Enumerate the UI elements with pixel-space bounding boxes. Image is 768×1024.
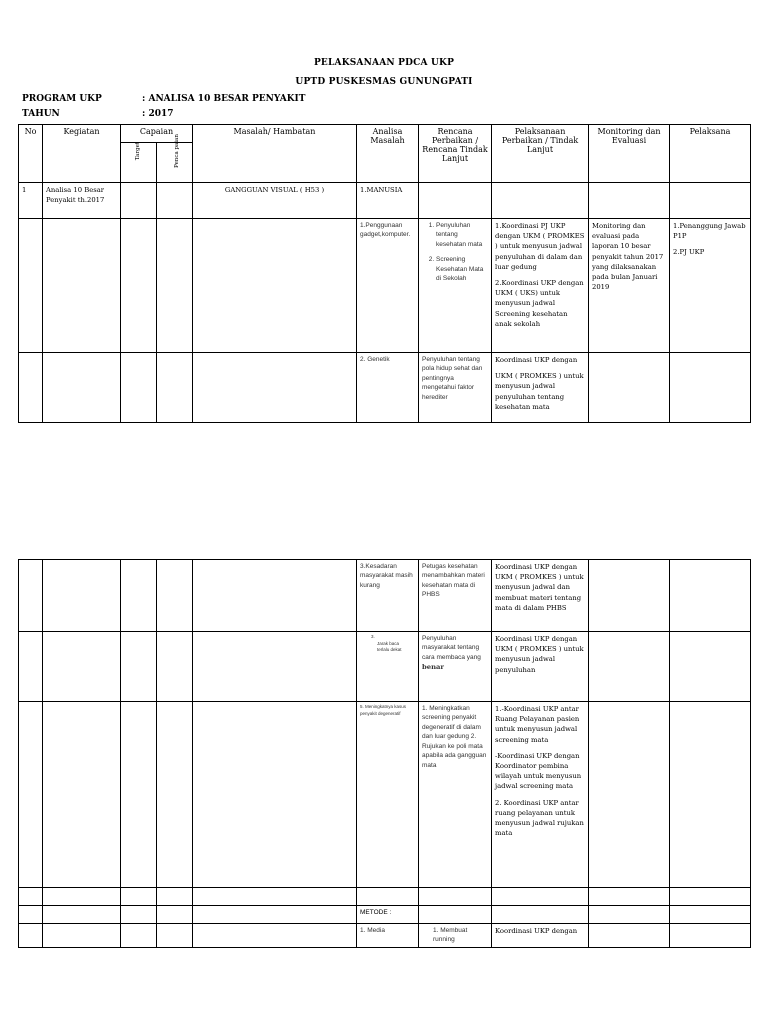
row-rencana: Petugas kesehatan menambahkan materi kesehatan mata di PHBS — [419, 560, 492, 632]
row-rencana: 1. Membuat running — [419, 924, 492, 948]
header-row — [19, 125, 751, 143]
program-label: PROGRAM UKP — [22, 94, 102, 104]
row-analisa: 3.Kesadaran masyarakat masih kurang — [357, 560, 419, 632]
col-kegiatan: Kegiatan — [43, 125, 121, 183]
row-monitoring: Monitoring dan evaluasi pada laporan 10 besar penyakit tahun 2017 yang dilaksanakan pada bulan Januari 2019 — [589, 219, 670, 353]
row-analisa: 5. Meningkatnya kasus penyakit degeneratif — [357, 702, 419, 888]
col-monitoring: Monitoring dan Evaluasi — [589, 125, 670, 183]
rencana-item: 1. Penyuluhan tentang kesehatan mata — [436, 221, 488, 249]
analisa-number: 3. — [371, 634, 375, 639]
document-subtitle: UPTD PUSKESMAS GUNUNGPATI — [295, 77, 473, 87]
rencana-item: 2. Screening Kesehatan Mata di Sekolah — [436, 255, 488, 283]
tahun-label: TAHUN — [22, 109, 60, 119]
pelaksanaan-item: 1.-Koordinasi UKP antar Ruang Pelayanan pasien untuk menyusun jadwal screening mata — [495, 705, 580, 744]
row-rencana: 1. Meningkatkan screening penyakit degeneratif di dalam dan luar gedung 2. Rujukan ke poli mata apabila ada gangguan mata — [419, 702, 492, 888]
pdca-table-2 — [18, 559, 751, 948]
table-row — [19, 702, 751, 888]
row-pelaksanaan: Koordinasi UKP dengan UKM ( PROMKES ) untuk menyusun jadwal dan membuat materi tentang mata di dalam PHBS — [492, 560, 589, 632]
col-no: No — [19, 125, 43, 183]
row-rencana-emphasis: benar — [422, 663, 445, 672]
pelaksana-item: 2.PJ UKP — [673, 248, 705, 257]
pdca-table-1 — [18, 124, 751, 423]
col-rencana: Rencana Perbaikan / Rencana Tindak Lanjut — [419, 125, 492, 183]
table-row — [19, 632, 751, 702]
table-row — [19, 888, 751, 906]
program-value: : ANALISA 10 BESAR PENYAKIT — [142, 94, 306, 104]
row-rencana: Penyuluhan masyarakat tentang cara membaca yang — [422, 635, 481, 661]
pelaksanaan-item: 1.Koordinasi PJ UKP dengan UKM ( PROMKES ) untuk menyusun jadwal penyuluhan di dalam dan luar gedung — [495, 222, 585, 271]
row-masalah: GANGGUAN VISUAL ( H53 ) — [193, 183, 357, 219]
table-row — [19, 924, 751, 948]
row-analisa: Jarak baca terlalu dekat — [377, 640, 402, 653]
table-row — [19, 353, 751, 423]
pelaksanaan-item: Koordinasi UKP dengan — [495, 356, 578, 364]
col-capaian: Capaian — [121, 125, 193, 143]
table-row — [19, 906, 751, 924]
row-rencana: Penyuluhan tentang pola hidup sehat dan pentingnya mengetahui faktor herediter — [419, 353, 492, 423]
row-metode: METODE : — [357, 906, 419, 924]
col-pelaksanaan: Pelaksanaan Perbaikan / Tindak Lanjut — [492, 125, 589, 183]
row-kegiatan: Analisa 10 Besar Penyakit th.2017 — [43, 183, 121, 219]
col-target: Target — [135, 141, 142, 161]
col-analisa: Analisa Masalah — [357, 125, 419, 183]
pelaksanaan-item: -Koordinasi UKP dengan Koordinator pembina wilayah untuk menyusun jadwal screening mata — [495, 751, 582, 791]
row-analisa: 1.MANUSIA — [357, 183, 419, 219]
row-no: 1 — [19, 183, 43, 219]
col-pencapaian: Penca paian — [173, 134, 180, 168]
row-analisa: 1.Penggunaan gadget,komputer. — [357, 219, 419, 353]
col-masalah: Masalah/ Hambatan — [193, 125, 357, 183]
row-pelaksanaan: Koordinasi UKP dengan UKM ( PROMKES ) untuk menyusun jadwal penyuluhan — [492, 632, 589, 702]
pelaksanaan-item: UKM ( PROMKES ) untuk menyusun jadwal penyuluhan tentang kesehatan mata — [495, 372, 584, 411]
row-analisa: 2. Genetik — [357, 353, 419, 423]
pelaksanaan-item: 2. Koordinasi UKP antar ruang pelayanan untuk menyusun jadwal rujukan mata — [495, 798, 584, 838]
document-title: PELAKSANAAN PDCA UKP — [313, 58, 455, 68]
pelaksanaan-item: 2.Koordinasi UKP dengan UKM ( UKS) untuk menyusun jadwal Screening kesehatan anak sekolah — [495, 278, 584, 328]
table-row — [19, 560, 751, 632]
table-row — [19, 219, 751, 353]
col-pelaksana: Pelaksana — [670, 125, 751, 183]
pelaksana-item: 1.Penanggung Jawab P1P — [673, 222, 746, 241]
row-pelaksanaan: Koordinasi UKP dengan — [492, 924, 589, 948]
row-analisa: 1. Media — [357, 924, 419, 948]
tahun-value: : 2017 — [142, 109, 174, 119]
table-row — [19, 183, 751, 219]
